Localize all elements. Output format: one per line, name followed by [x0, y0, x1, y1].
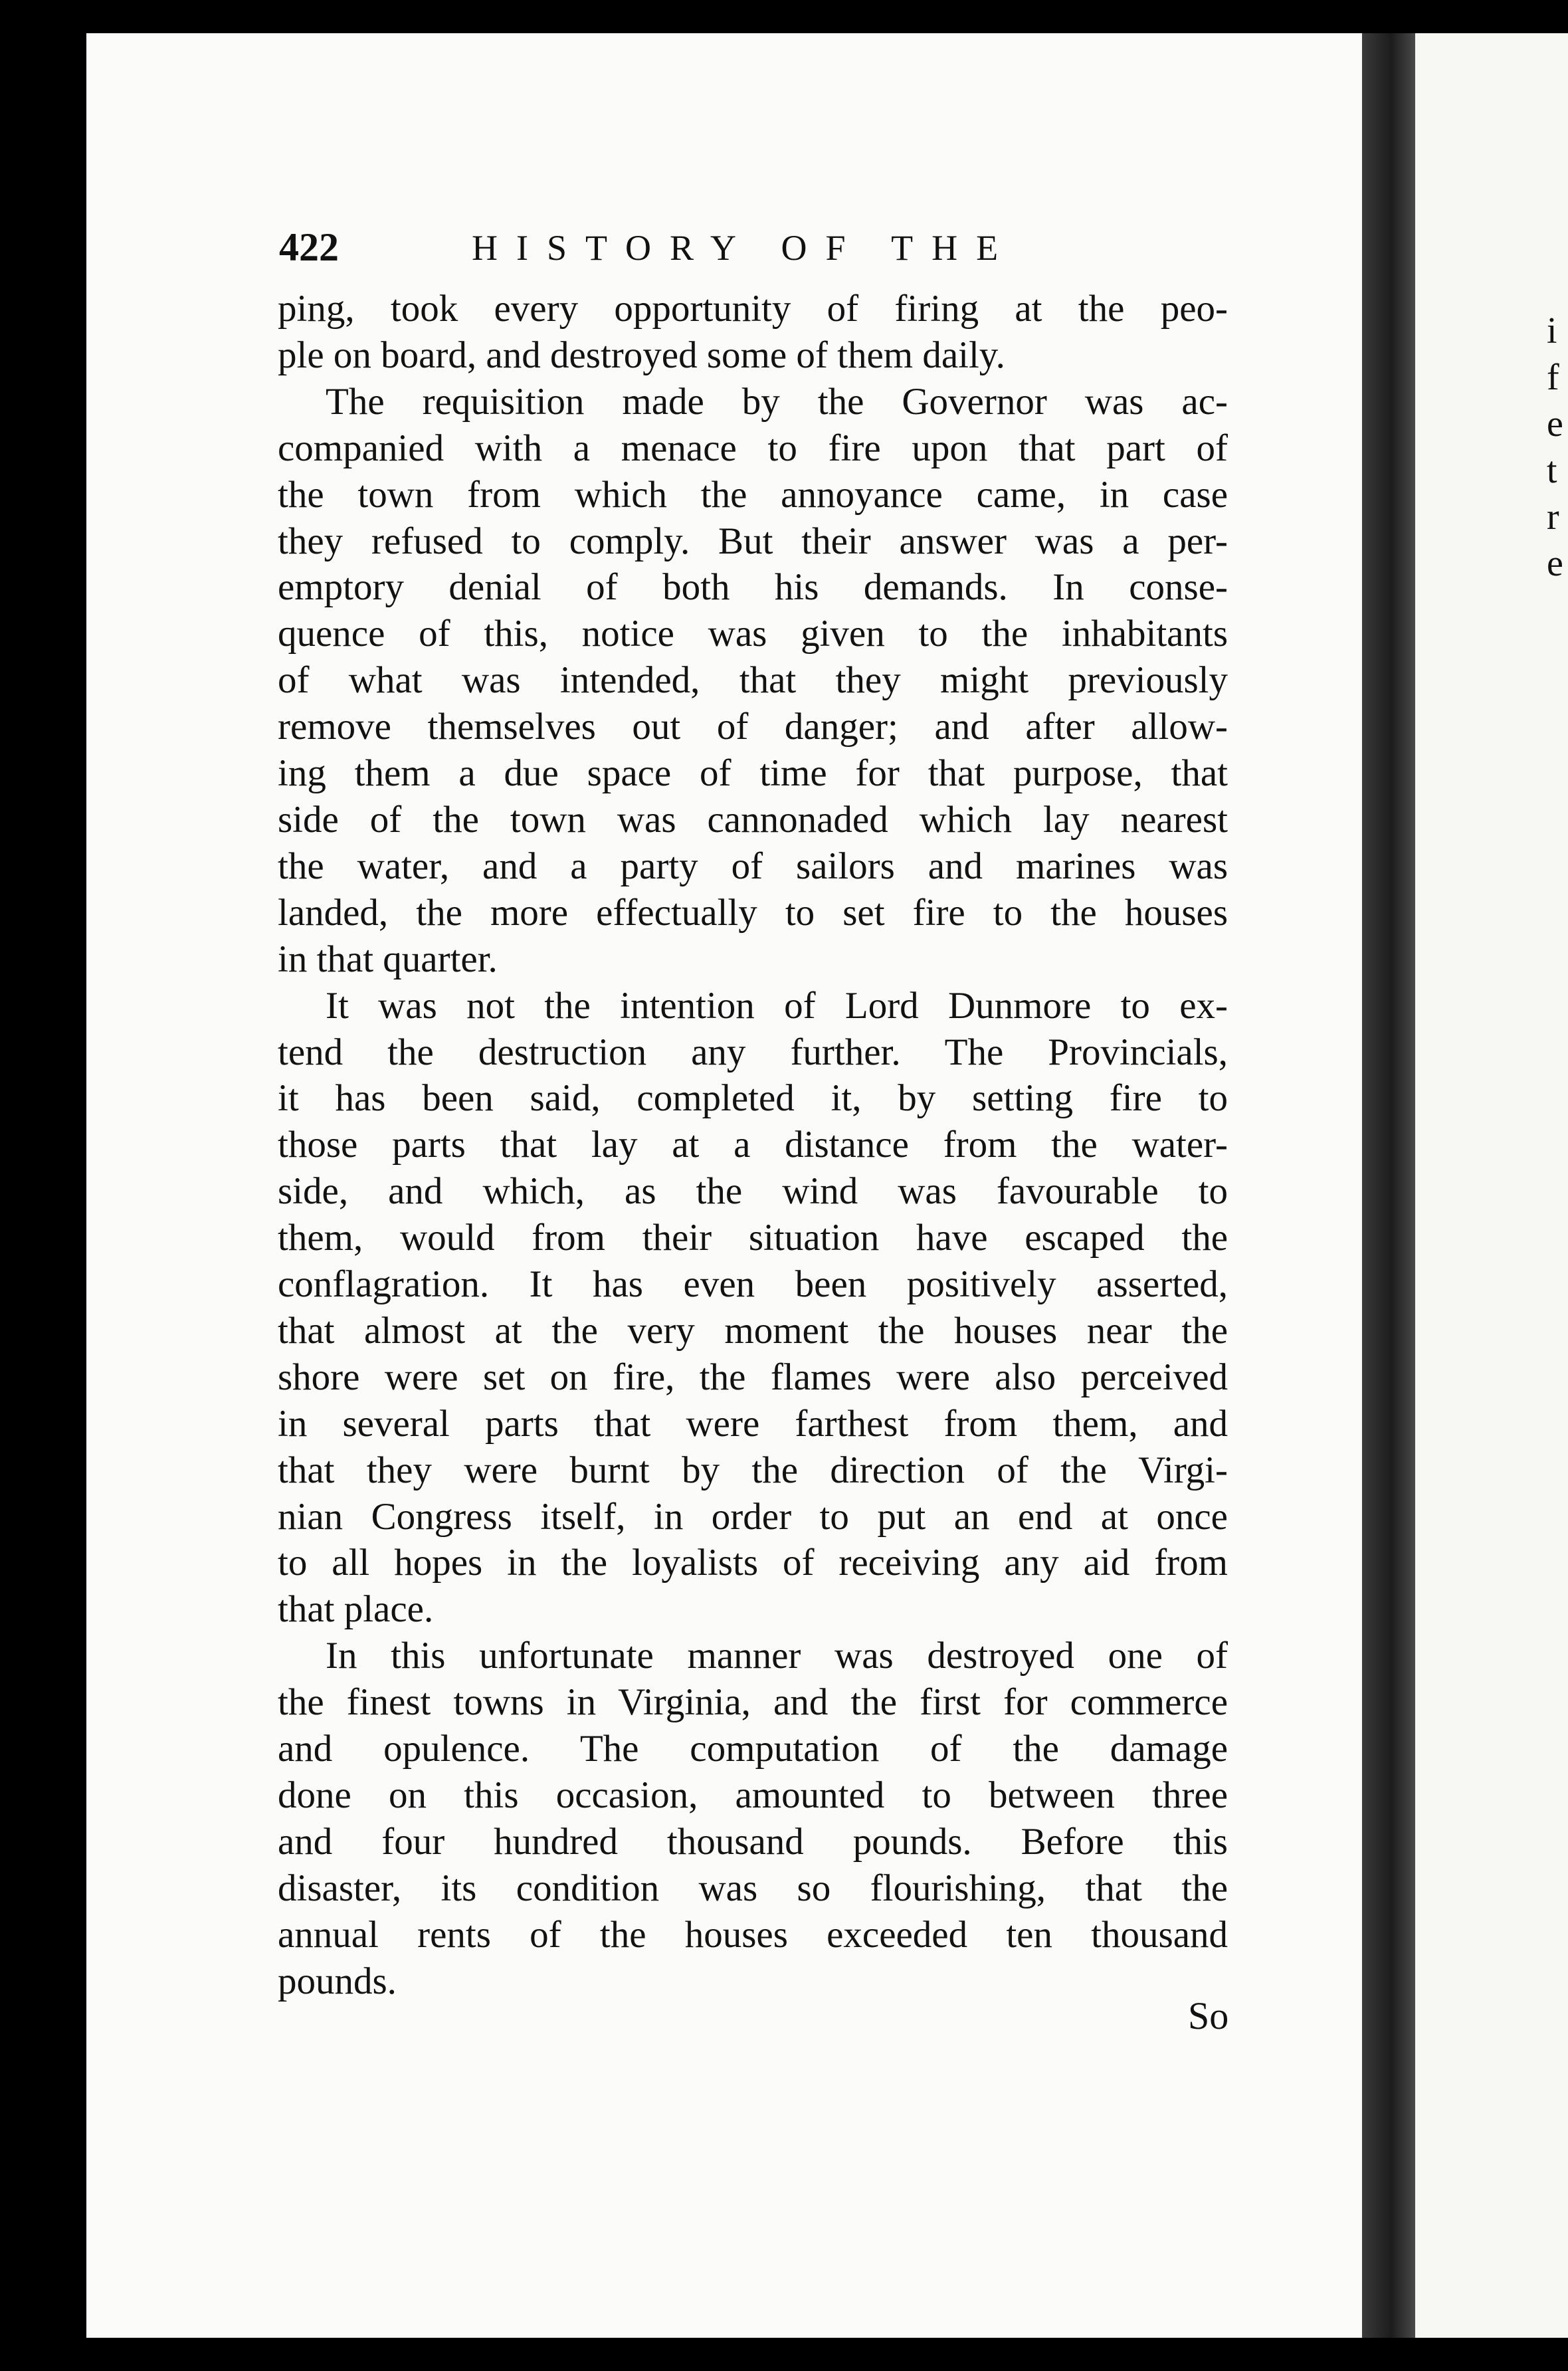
text-line: the town from which the annoyance came, in case [278, 473, 1228, 516]
facing-page-letter: i [1547, 310, 1557, 352]
text-line: the finest towns in Virginia, and the first for commerce [278, 1681, 1228, 1724]
facing-page-letter: r [1547, 496, 1559, 538]
facing-page-letter: e [1547, 543, 1563, 584]
text-line: side, and which, as the wind was favourable to [278, 1170, 1228, 1213]
text-line: in that quarter. [278, 938, 498, 980]
text-line: tend the destruction any further. The Provincials, [278, 1031, 1228, 1073]
book-gutter [1362, 33, 1415, 2338]
text-line: companied with a menace to fire upon that part of [278, 427, 1228, 469]
facing-page-letter: f [1547, 357, 1559, 398]
text-line: it has been said, completed it, by setting fire to [278, 1077, 1228, 1120]
text-line: ing them a due space of time for that purpose, that [278, 752, 1228, 795]
text-line: in several parts that were farthest from them, and [278, 1402, 1228, 1445]
catchword: So [1188, 1994, 1229, 2037]
text-line: they refused to comply. But their answer was a per- [278, 520, 1228, 562]
text-line: to all hopes in the loyalists of receiving any aid from [278, 1542, 1228, 1584]
text-line: conflagration. It has even been positively asserted, [278, 1263, 1228, 1306]
text-line: and four hundred thousand pounds. Before this [278, 1820, 1228, 1863]
text-line: side of the town was cannonaded which lay nearest [278, 798, 1228, 841]
text-line: the water, and a party of sailors and marines was [278, 845, 1228, 887]
text-line: that place. [278, 1588, 434, 1631]
text-line: emptory denial of both his demands. In conse- [278, 566, 1228, 609]
text-line: them, would from their situation have escaped the [278, 1217, 1228, 1259]
running-head [279, 225, 1223, 278]
facing-page-edge [1415, 33, 1568, 2338]
text-line: landed, the more effectually to set fire to the houses [278, 891, 1228, 934]
text-line: quence of this, notice was given to the inhabitants [278, 613, 1228, 655]
page-number: 422 [279, 225, 339, 269]
text-line: of what was intended, that they might previously [278, 659, 1228, 702]
text-line: that almost at the very moment the houses near the [278, 1309, 1228, 1352]
text-line: remove themselves out of danger; and after allow- [278, 706, 1228, 748]
facing-page-letter: e [1547, 403, 1563, 445]
text-line: annual rents of the houses exceeded ten thousand [278, 1913, 1228, 1956]
text-line: that they were burnt by the direction of the Virgi- [278, 1449, 1228, 1491]
text-line: The requisition made by the Governor was ac- [326, 380, 1228, 423]
text-line: ping, took every opportunity of firing at the peo- [278, 288, 1228, 330]
text-line: done on this occasion, amounted to between three [278, 1774, 1228, 1816]
text-line: In this unfortunate manner was destroyed one of [326, 1635, 1228, 1677]
running-title: HISTORY OF THE [472, 228, 1017, 268]
text-line: shore were set on fire, the flames were also perceived [278, 1356, 1228, 1398]
text-line: It was not the intention of Lord Dunmore to ex- [326, 984, 1228, 1027]
text-line: ple on board, and destroyed some of them daily. [278, 334, 1005, 376]
text-line: those parts that lay at a distance from the water- [278, 1124, 1228, 1166]
text-line: disaster, its condition was so flourishing, that the [278, 1867, 1228, 1909]
body-text [278, 286, 1228, 2005]
text-line: nian Congress itself, in order to put an end at once [278, 1495, 1228, 1538]
facing-page-letter: t [1547, 450, 1557, 491]
text-line: pounds. [278, 1960, 397, 2002]
text-line: and opulence. The computation of the damage [278, 1728, 1228, 1770]
